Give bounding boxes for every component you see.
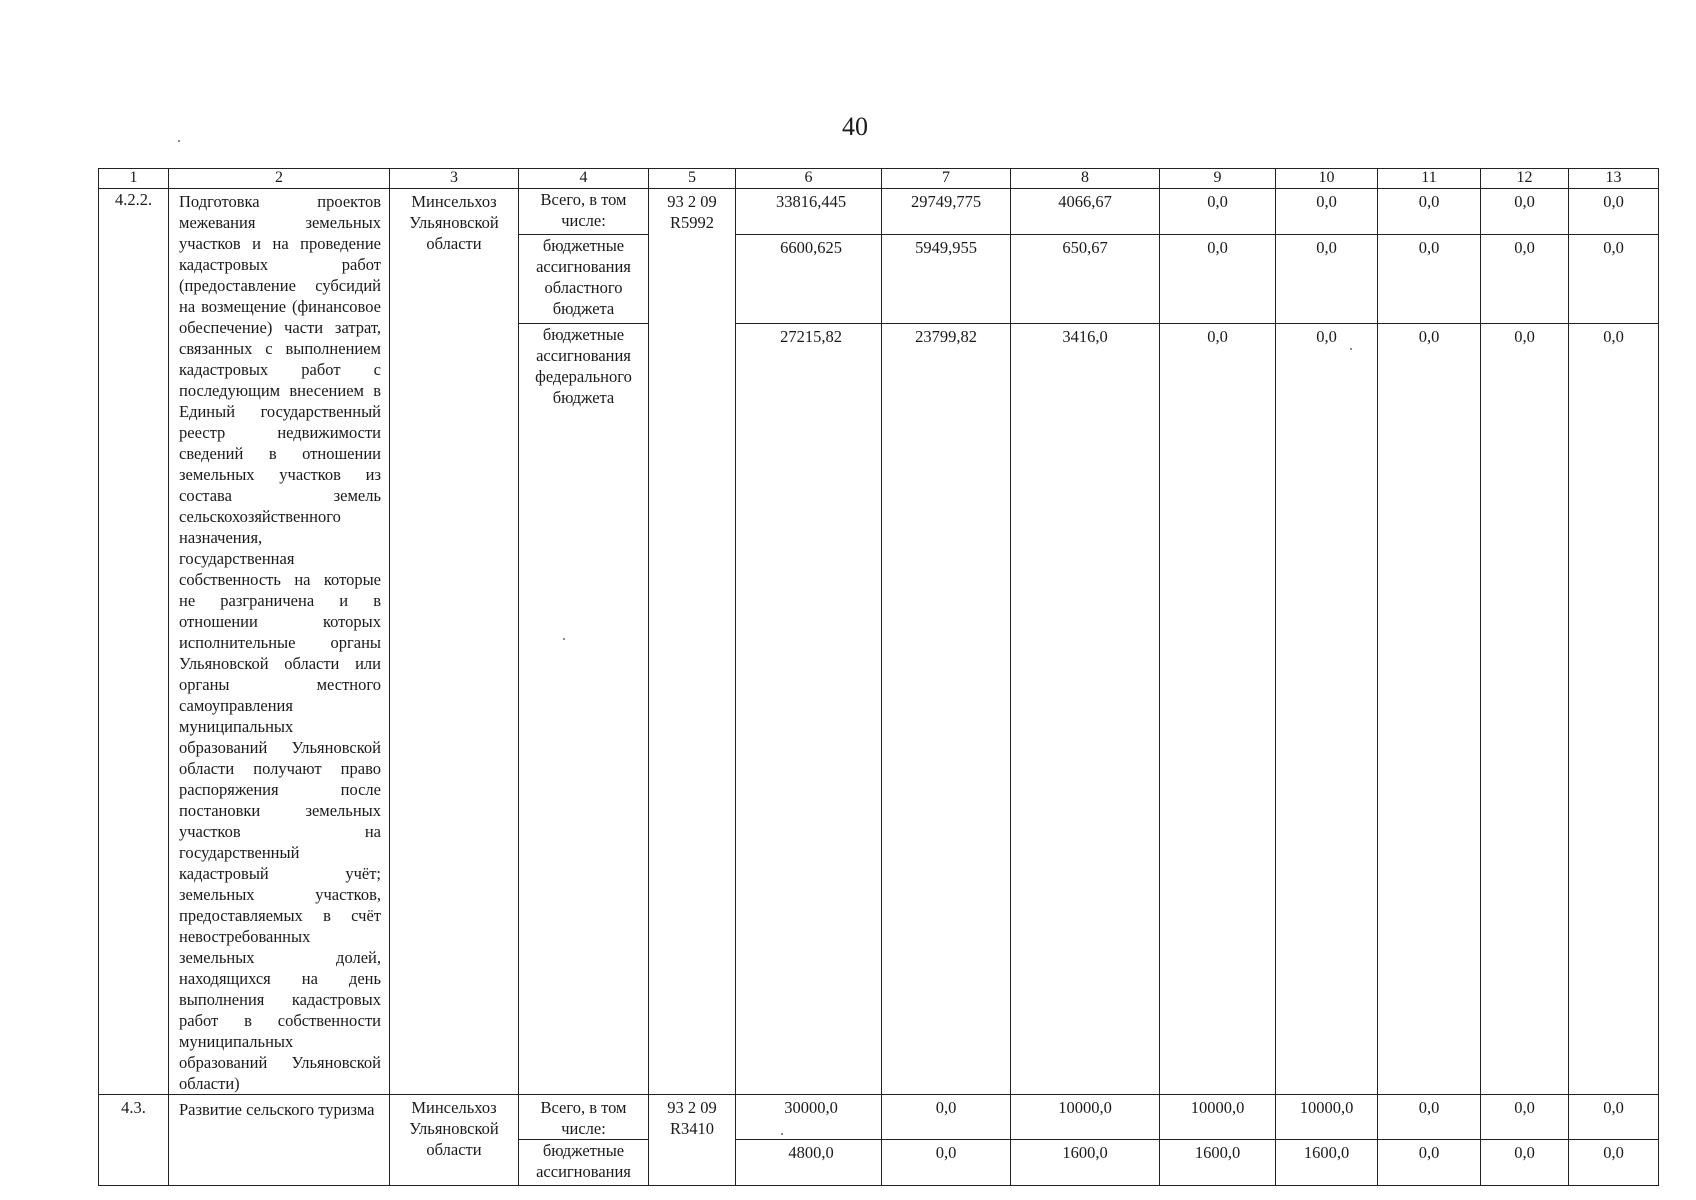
measure-description: Развитие сельского туризма [169, 1095, 390, 1186]
value-cell: 10000,0 [1276, 1095, 1378, 1140]
value-cell: 0,0 [1481, 1140, 1569, 1186]
column-number: 12 [1481, 169, 1569, 189]
value-cell: 0,0 [1481, 1095, 1569, 1140]
column-number: 13 [1569, 169, 1659, 189]
column-number: 4 [519, 169, 649, 189]
value-cell: 4800,0 [736, 1140, 882, 1186]
budget-code: 93 2 09 R5992 [649, 189, 736, 1095]
page-number: 40 [842, 112, 868, 141]
executor: Минсельхоз Ульяновской области [390, 189, 519, 1095]
value-cell: 650,67 [1011, 234, 1160, 323]
column-number: 3 [390, 169, 519, 189]
value-cell: 0,0 [1276, 189, 1378, 235]
funding-source: Всего, в том числе: [519, 1095, 649, 1140]
value-cell: 0,0 [1569, 1140, 1659, 1186]
budget-code: 93 2 09 R3410 [649, 1095, 736, 1186]
row-number: 4.3. [99, 1095, 169, 1186]
value-cell: 0,0 [1481, 189, 1569, 235]
funding-source: Всего, в том числе: [519, 189, 649, 235]
value-cell: 4066,67 [1011, 189, 1160, 235]
value-cell: 3416,0 [1011, 324, 1160, 1095]
value-cell: 1600,0 [1276, 1140, 1378, 1186]
row-number: 4.2.2. [99, 189, 169, 1095]
column-number: 6 [736, 169, 882, 189]
value-cell: 0,0 [882, 1140, 1011, 1186]
column-number: 5 [649, 169, 736, 189]
value-cell: 1600,0 [1011, 1140, 1160, 1186]
funding-source: бюджетные ассигнования областного бюджета [519, 234, 649, 323]
value-cell: 1600,0 [1160, 1140, 1276, 1186]
column-number-row [99, 169, 1659, 189]
value-cell: 0,0 [1378, 189, 1481, 235]
value-cell: 23799,82 [882, 324, 1011, 1095]
value-cell: 0,0 [882, 1095, 1011, 1140]
value-cell: 10000,0 [1011, 1095, 1160, 1140]
value-cell: 33816,445 [736, 189, 882, 235]
value-cell: 0,0 [1160, 189, 1276, 235]
value-cell: 30000,0 [736, 1095, 882, 1140]
value-cell: 27215,82 [736, 324, 882, 1095]
value-cell: 0,0 [1569, 324, 1659, 1095]
value-cell: 0,0 [1276, 234, 1378, 323]
scan-speck [178, 140, 180, 142]
value-cell: 0,0 [1481, 324, 1569, 1095]
column-number: 7 [882, 169, 1011, 189]
budget-table [98, 168, 1659, 1186]
column-number: 11 [1378, 169, 1481, 189]
value-cell: 0,0 [1276, 324, 1378, 1095]
value-cell: 0,0 [1569, 189, 1659, 235]
value-cell: 0,0 [1378, 1140, 1481, 1186]
value-cell: 0,0 [1569, 234, 1659, 323]
value-cell: 0,0 [1378, 1095, 1481, 1140]
column-number: 8 [1011, 169, 1160, 189]
funding-source: бюджетные ассигнования [519, 1140, 649, 1186]
value-cell: 0,0 [1481, 234, 1569, 323]
column-number: 9 [1160, 169, 1276, 189]
value-cell: 10000,0 [1160, 1095, 1276, 1140]
value-cell: 0,0 [1378, 324, 1481, 1095]
value-cell: 5949,955 [882, 234, 1011, 323]
executor: Минсельхоз Ульяновской области [390, 1095, 519, 1186]
funding-source: бюджетные ассигнования федерального бюджета [519, 324, 649, 1095]
table-row [99, 1095, 1659, 1140]
value-cell: 0,0 [1378, 234, 1481, 323]
value-cell: 0,0 [1160, 234, 1276, 323]
value-cell: 6600,625 [736, 234, 882, 323]
value-cell: 0,0 [1160, 324, 1276, 1095]
column-number: 10 [1276, 169, 1378, 189]
measure-description: Подготовка проектов межевания земельных участков и на проведение кадастровых работ (предоставление субсидий на возмещение (финансовое обеспечение) части затрат, связанных с выполнением кадастровых работ с последующим внесением в Единый государственный реестр недвижимости сведений в отношении земельных участков из состава земель сельскохозяйственного назначения, государственная собственность на которые не разграничена и в отношении которых исполнительные органы Ульяновской области или органы местного самоуправления муниципальных образований Ульяновской области получают право распоряжения после постановки земельных участков на государственный кадастровый учёт; земельных участков, предоставляемых в счёт невостребованных земельных долей, находящихся на день выполнения кадастровых работ в собственности муниципальных образований Ульяновской области) [169, 189, 390, 1095]
value-cell: 29749,775 [882, 189, 1011, 235]
table-row [99, 189, 1659, 235]
column-number: 2 [169, 169, 390, 189]
column-number: 1 [99, 169, 169, 189]
value-cell: 0,0 [1569, 1095, 1659, 1140]
